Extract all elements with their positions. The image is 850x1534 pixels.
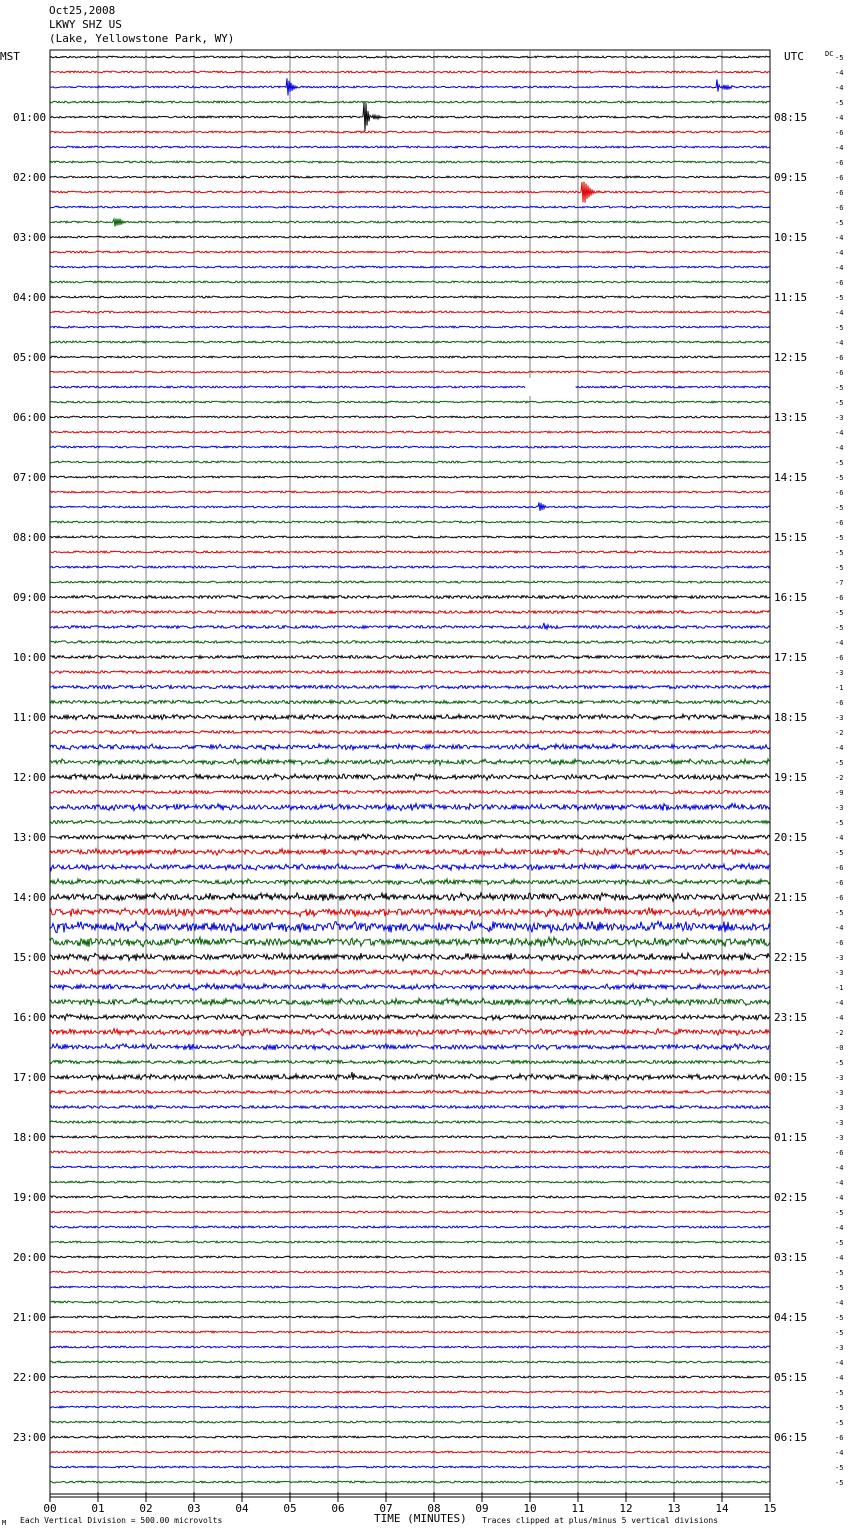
- seismic-trace: [50, 1211, 770, 1213]
- dc-offset-label: -1: [835, 984, 844, 992]
- x-tick-label: 00: [43, 1502, 57, 1515]
- dc-offset-label: -6: [835, 594, 844, 602]
- seismic-trace: [50, 131, 770, 133]
- dc-offset-label: -2: [835, 729, 844, 737]
- mst-hour-label: 09:00: [13, 591, 47, 604]
- seismic-trace: [50, 236, 770, 238]
- dc-offset-label: -3: [835, 714, 844, 722]
- dc-offset-label: -3: [835, 1089, 844, 1097]
- seismic-trace: [50, 596, 770, 599]
- dc-offset-label: -5: [835, 1059, 844, 1067]
- mst-unit-label: MST: [0, 50, 20, 63]
- mst-hour-label: 04:00: [13, 291, 47, 304]
- dc-offset-label: -5: [835, 219, 844, 227]
- seismic-trace: [50, 937, 770, 947]
- dc-offset-label: -5: [835, 504, 844, 512]
- seismic-trace: [50, 551, 770, 553]
- dc-offset-label: -5: [835, 459, 844, 467]
- seismic-trace: [50, 998, 770, 1005]
- utc-hour-label: 18:15: [774, 711, 808, 724]
- dc-offset-label: -6: [835, 654, 844, 662]
- dc-offset-label: -4: [835, 639, 844, 647]
- seismic-trace: [50, 953, 770, 961]
- dc-offset-label: -6: [835, 489, 844, 497]
- seismic-trace: [50, 1331, 770, 1333]
- dc-offset-label: -5: [835, 99, 844, 107]
- dc-offset-label: -4: [835, 144, 844, 152]
- seismic-trace: [50, 431, 770, 433]
- x-tick-label: 09: [475, 1502, 489, 1515]
- dc-offset-label: -6: [835, 354, 844, 362]
- seismic-trace: [50, 1060, 770, 1063]
- seismic-trace: [50, 1072, 770, 1080]
- utc-hour-label: 09:15: [774, 171, 808, 184]
- mst-hour-label: 03:00: [13, 231, 47, 244]
- seismic-trace: [50, 969, 770, 975]
- x-tick-label: 01: [91, 1502, 105, 1515]
- mst-hour-label: 22:00: [13, 1371, 47, 1384]
- seismic-trace: [50, 820, 770, 823]
- dc-offset-label: -7: [835, 579, 844, 587]
- dc-offset-label: -1: [835, 684, 844, 692]
- x-axis-title: TIME (MINUTES): [374, 1512, 467, 1525]
- x-tick-label: 12: [619, 1502, 633, 1515]
- seismic-trace: [50, 281, 770, 283]
- dc-offset-label: -0: [835, 1044, 844, 1052]
- mst-hour-label: 05:00: [13, 351, 47, 364]
- dc-offset-label: -2: [835, 1029, 844, 1037]
- dc-offset-label: -4: [835, 309, 844, 317]
- dc-offset-label: -5: [835, 384, 844, 392]
- utc-hour-label: 20:15: [774, 831, 808, 844]
- dc-offset-label: -3: [835, 1104, 844, 1112]
- dc-offset-label: -4: [835, 999, 844, 1007]
- dc-offset-label: -5: [835, 564, 844, 572]
- dc-offset-label: -5: [835, 1329, 844, 1337]
- dc-offset-label: -3: [835, 1134, 844, 1142]
- utc-hour-label: 05:15: [774, 1371, 808, 1384]
- seismic-trace: [50, 161, 770, 163]
- dc-offset-label: -5: [835, 624, 844, 632]
- seismic-trace: [50, 1014, 770, 1020]
- dc-offset-label: -4: [835, 1224, 844, 1232]
- dc-offset-label: -6: [835, 174, 844, 182]
- seismic-trace: [50, 146, 770, 148]
- mst-hour-label: 21:00: [13, 1311, 47, 1324]
- dc-offset-label: -3: [835, 969, 844, 977]
- mst-hour-label: 12:00: [13, 771, 47, 784]
- seismic-trace: [50, 1241, 770, 1243]
- x-tick-label: 08: [427, 1502, 441, 1515]
- seismic-trace: [50, 1286, 770, 1288]
- utc-hour-label: 17:15: [774, 651, 808, 664]
- utc-hour-label: 16:15: [774, 591, 808, 604]
- utc-hour-label: 04:15: [774, 1311, 808, 1324]
- station-label: LKWY SHZ US: [49, 18, 122, 31]
- dc-offset-label: -4: [835, 264, 844, 272]
- mst-hour-label: 17:00: [13, 1071, 47, 1084]
- seismic-trace: [50, 386, 770, 388]
- dc-offset-label: -9: [835, 789, 844, 797]
- dc-offset-label: -5: [835, 1284, 844, 1292]
- seismic-trace: [50, 1271, 770, 1273]
- utc-hour-label: 00:15: [774, 1071, 808, 1084]
- seismic-trace: [50, 1406, 770, 1408]
- mst-hour-label: 07:00: [13, 471, 47, 484]
- seismic-trace: [50, 1391, 770, 1393]
- seismic-trace: [50, 1166, 770, 1168]
- seismic-trace: [50, 401, 770, 403]
- clipping-note: Traces clipped at plus/minus 5 vertical divisions: [482, 1516, 719, 1525]
- dc-offset-label: -4: [835, 1194, 844, 1202]
- dc-offset-label: -3: [835, 954, 844, 962]
- seismic-trace: [50, 581, 770, 583]
- x-tick-label: 13: [667, 1502, 681, 1515]
- seismic-trace: [50, 714, 770, 720]
- trace-group: [50, 56, 770, 1483]
- utc-hour-label: 08:15: [774, 111, 808, 124]
- seismic-trace: [50, 1421, 770, 1423]
- dc-offset-label: -5: [835, 819, 844, 827]
- mst-hour-label: 11:00: [13, 711, 47, 724]
- seismic-trace: [50, 101, 770, 103]
- dc-offset-label: -6: [835, 1434, 844, 1442]
- dc-offset-label: -3: [835, 1344, 844, 1352]
- dc-offset-label: -6: [835, 894, 844, 902]
- dc-offset-label: -4: [835, 1359, 844, 1367]
- seismic-trace: [50, 446, 770, 448]
- seismic-trace: [50, 759, 770, 765]
- mst-hour-label: 19:00: [13, 1191, 47, 1204]
- seismic-trace: [50, 371, 770, 373]
- dc-offset-label: -5: [835, 549, 844, 557]
- seismic-trace: [50, 219, 770, 227]
- dc-offset-label: -4: [835, 429, 844, 437]
- utc-hour-label: 21:15: [774, 891, 808, 904]
- utc-hour-label: 03:15: [774, 1251, 808, 1264]
- dc-offset-label: -5: [835, 534, 844, 542]
- dc-offset-label: -6: [835, 129, 844, 137]
- seismic-trace: [50, 1256, 770, 1258]
- dc-offset-label: -5: [835, 609, 844, 617]
- seismic-trace: [50, 1136, 770, 1138]
- mst-hour-label: 23:00: [13, 1431, 47, 1444]
- seismic-trace: [50, 731, 770, 734]
- dc-offset-label: -5: [835, 1269, 844, 1277]
- seismic-trace: [50, 623, 770, 629]
- utc-hour-labels: [774, 111, 807, 1444]
- utc-hour-label: 15:15: [774, 531, 808, 544]
- dc-offset-label: -6: [835, 864, 844, 872]
- seismic-trace: [50, 1029, 770, 1036]
- x-tick-label: 07: [379, 1502, 393, 1515]
- seismic-trace: [50, 849, 770, 856]
- seismic-trace: [50, 251, 770, 253]
- dc-offset-label: -5: [835, 294, 844, 302]
- dc-offset-label: -3: [835, 1074, 844, 1082]
- seismic-trace: [50, 1451, 770, 1453]
- mst-hour-label: 08:00: [13, 531, 47, 544]
- dc-offset-label: -6: [835, 204, 844, 212]
- seismic-trace: [50, 476, 770, 478]
- mst-hour-label: 02:00: [13, 171, 47, 184]
- utc-unit-label: UTC: [784, 50, 804, 63]
- dc-label: DC: [825, 50, 834, 58]
- seismic-trace: [50, 834, 770, 840]
- dc-offset-label: -6: [835, 369, 844, 377]
- x-tick-label: 04: [235, 1502, 249, 1515]
- seismic-trace: [50, 1181, 770, 1183]
- dc-offset-label: -5: [835, 759, 844, 767]
- mst-hour-label: 15:00: [13, 951, 47, 964]
- mst-hour-label: 14:00: [13, 891, 47, 904]
- mst-hour-label: 01:00: [13, 111, 47, 124]
- seismic-trace: [50, 1044, 770, 1050]
- dc-offset-label: -4: [835, 1254, 844, 1262]
- seismic-trace: [50, 1301, 770, 1303]
- utc-hour-label: 13:15: [774, 411, 808, 424]
- seismic-trace: [50, 774, 770, 780]
- dc-offset-label: -4: [835, 1299, 844, 1307]
- seismic-trace: [50, 1466, 770, 1468]
- dc-offset-label: -6: [835, 519, 844, 527]
- utc-hour-label: 23:15: [774, 1011, 808, 1024]
- x-tick-label: 05: [283, 1502, 297, 1515]
- dc-offset-label: -5: [835, 324, 844, 332]
- seismic-trace: [50, 341, 770, 343]
- seismic-trace: [50, 266, 770, 268]
- utc-hour-label: 06:15: [774, 1431, 808, 1444]
- seismic-trace: [50, 790, 770, 793]
- mst-hour-label: 13:00: [13, 831, 47, 844]
- dc-offset-label: -6: [835, 939, 844, 947]
- seismic-trace: [50, 1121, 770, 1123]
- dc-offset-label: -5: [835, 909, 844, 917]
- dc-offset-label: -5: [835, 1209, 844, 1217]
- mst-hour-labels: [13, 111, 46, 1444]
- utc-hour-label: 14:15: [774, 471, 808, 484]
- seismic-trace: [50, 1376, 770, 1378]
- location-label: (Lake, Yellowstone Park, WY): [49, 32, 235, 45]
- seismic-trace: [50, 536, 770, 538]
- seismic-trace: [50, 1316, 770, 1318]
- dc-offset-label: -6: [835, 1149, 844, 1157]
- x-tick-label: 11: [571, 1502, 585, 1515]
- mst-hour-label: 18:00: [13, 1131, 47, 1144]
- seismic-trace: [50, 1196, 770, 1198]
- dc-offset-label: -4: [835, 1449, 844, 1457]
- dc-offset-label: -3: [835, 669, 844, 677]
- seismic-trace: [50, 176, 770, 178]
- dc-offset-label: -5: [835, 1314, 844, 1322]
- dc-offset-label: -4: [835, 924, 844, 932]
- x-tick-label: 06: [331, 1502, 345, 1515]
- seismic-trace: [50, 416, 770, 418]
- dc-offset-label: -4: [835, 1164, 844, 1172]
- dc-offset-label: -4: [835, 249, 844, 257]
- dc-offset-label: -5: [835, 399, 844, 407]
- date-label: Oct25,2008: [49, 4, 116, 17]
- mst-hour-label: 10:00: [13, 651, 47, 664]
- gap-group: [525, 378, 575, 396]
- dc-offset-label: -4: [835, 84, 844, 92]
- seismic-trace: [50, 1346, 770, 1348]
- seismic-trace: [50, 206, 770, 208]
- seismic-trace: [50, 700, 770, 703]
- dc-offset-label: -5: [835, 54, 844, 62]
- x-tick-label: 15: [763, 1502, 777, 1515]
- dc-offset-label: -4: [835, 744, 844, 752]
- data-gap: [525, 378, 575, 396]
- dc-offset-label: -4: [835, 1374, 844, 1382]
- seismic-trace: [50, 685, 770, 688]
- vertical-division-note: Each Vertical Division = 500.00 microvolts: [20, 1516, 223, 1525]
- dc-offset-label: -6: [835, 879, 844, 887]
- seismic-trace: [50, 1226, 770, 1228]
- seismic-trace: [50, 1361, 770, 1363]
- dc-offset-label: -6: [835, 279, 844, 287]
- seismic-trace: [50, 103, 770, 131]
- seismic-trace: [50, 641, 770, 644]
- dc-offset-label: -5: [835, 1239, 844, 1247]
- seismic-trace: [50, 879, 770, 885]
- dc-offset-labels: [835, 54, 843, 1487]
- seismic-trace: [50, 311, 770, 313]
- seismic-trace: [50, 907, 770, 916]
- seismic-trace: [50, 566, 770, 568]
- dc-offset-label: -4: [835, 69, 844, 77]
- dc-offset-label: -3: [835, 1119, 844, 1127]
- seismic-trace: [50, 491, 770, 493]
- seismic-trace: [50, 182, 770, 203]
- seismic-trace: [50, 521, 770, 523]
- seismic-trace: [50, 893, 770, 901]
- seismic-trace: [50, 502, 770, 511]
- seismic-trace: [50, 461, 770, 463]
- seismic-trace: [50, 356, 770, 358]
- seismic-trace: [50, 921, 770, 932]
- dc-offset-label: -3: [835, 804, 844, 812]
- seismic-trace: [50, 671, 770, 674]
- dc-offset-label: -4: [835, 1179, 844, 1187]
- utc-hour-label: 11:15: [774, 291, 808, 304]
- seismic-trace: [50, 744, 770, 750]
- dc-offset-label: -4: [835, 1014, 844, 1022]
- utc-hour-label: 19:15: [774, 771, 808, 784]
- seismic-trace: [50, 1091, 770, 1094]
- dc-offset-label: -5: [835, 1419, 844, 1427]
- seismic-trace: [50, 1151, 770, 1153]
- mst-hour-label: 20:00: [13, 1251, 47, 1264]
- dc-offset-label: -4: [835, 339, 844, 347]
- seismic-trace: [50, 56, 770, 58]
- seismic-trace: [50, 804, 770, 811]
- dc-offset-label: -6: [835, 159, 844, 167]
- mst-hour-label: 06:00: [13, 411, 47, 424]
- utc-hour-label: 22:15: [774, 951, 808, 964]
- seismic-trace: [50, 71, 770, 73]
- utc-hour-label: 01:15: [774, 1131, 808, 1144]
- utc-hour-label: 12:15: [774, 351, 808, 364]
- seismic-trace: [50, 1436, 770, 1438]
- seismic-trace: [50, 656, 770, 659]
- dc-offset-label: -6: [835, 189, 844, 197]
- x-tick-label: 14: [715, 1502, 729, 1515]
- seismic-trace: [50, 611, 770, 614]
- x-tick-label: 10: [523, 1502, 537, 1515]
- dc-offset-label: -4: [835, 234, 844, 242]
- seismic-trace: [50, 296, 770, 298]
- dc-offset-label: -5: [835, 1404, 844, 1412]
- x-tick-label: 02: [139, 1502, 153, 1515]
- utc-hour-label: 10:15: [774, 231, 808, 244]
- dc-offset-label: -5: [835, 1389, 844, 1397]
- dc-offset-label: -6: [835, 699, 844, 707]
- dc-offset-label: -5: [835, 1479, 844, 1487]
- seismic-trace: [50, 984, 770, 990]
- seismic-trace: [50, 78, 770, 95]
- dc-offset-label: -3: [835, 414, 844, 422]
- dc-offset-label: -4: [835, 444, 844, 452]
- mst-hour-label: 16:00: [13, 1011, 47, 1024]
- x-tick-label: 03: [187, 1502, 201, 1515]
- seismic-trace: [50, 864, 770, 871]
- corner-mark: M: [2, 1519, 7, 1527]
- dc-offset-label: -4: [835, 834, 844, 842]
- dc-offset-label: -2: [835, 774, 844, 782]
- dc-offset-label: -5: [835, 474, 844, 482]
- seismic-trace: [50, 1481, 770, 1483]
- seismic-trace: [50, 326, 770, 328]
- dc-offset-label: -4: [835, 114, 844, 122]
- dc-offset-label: -5: [835, 849, 844, 857]
- utc-hour-label: 02:15: [774, 1191, 808, 1204]
- seismic-trace: [50, 1106, 770, 1109]
- dc-offset-label: -5: [835, 1464, 844, 1472]
